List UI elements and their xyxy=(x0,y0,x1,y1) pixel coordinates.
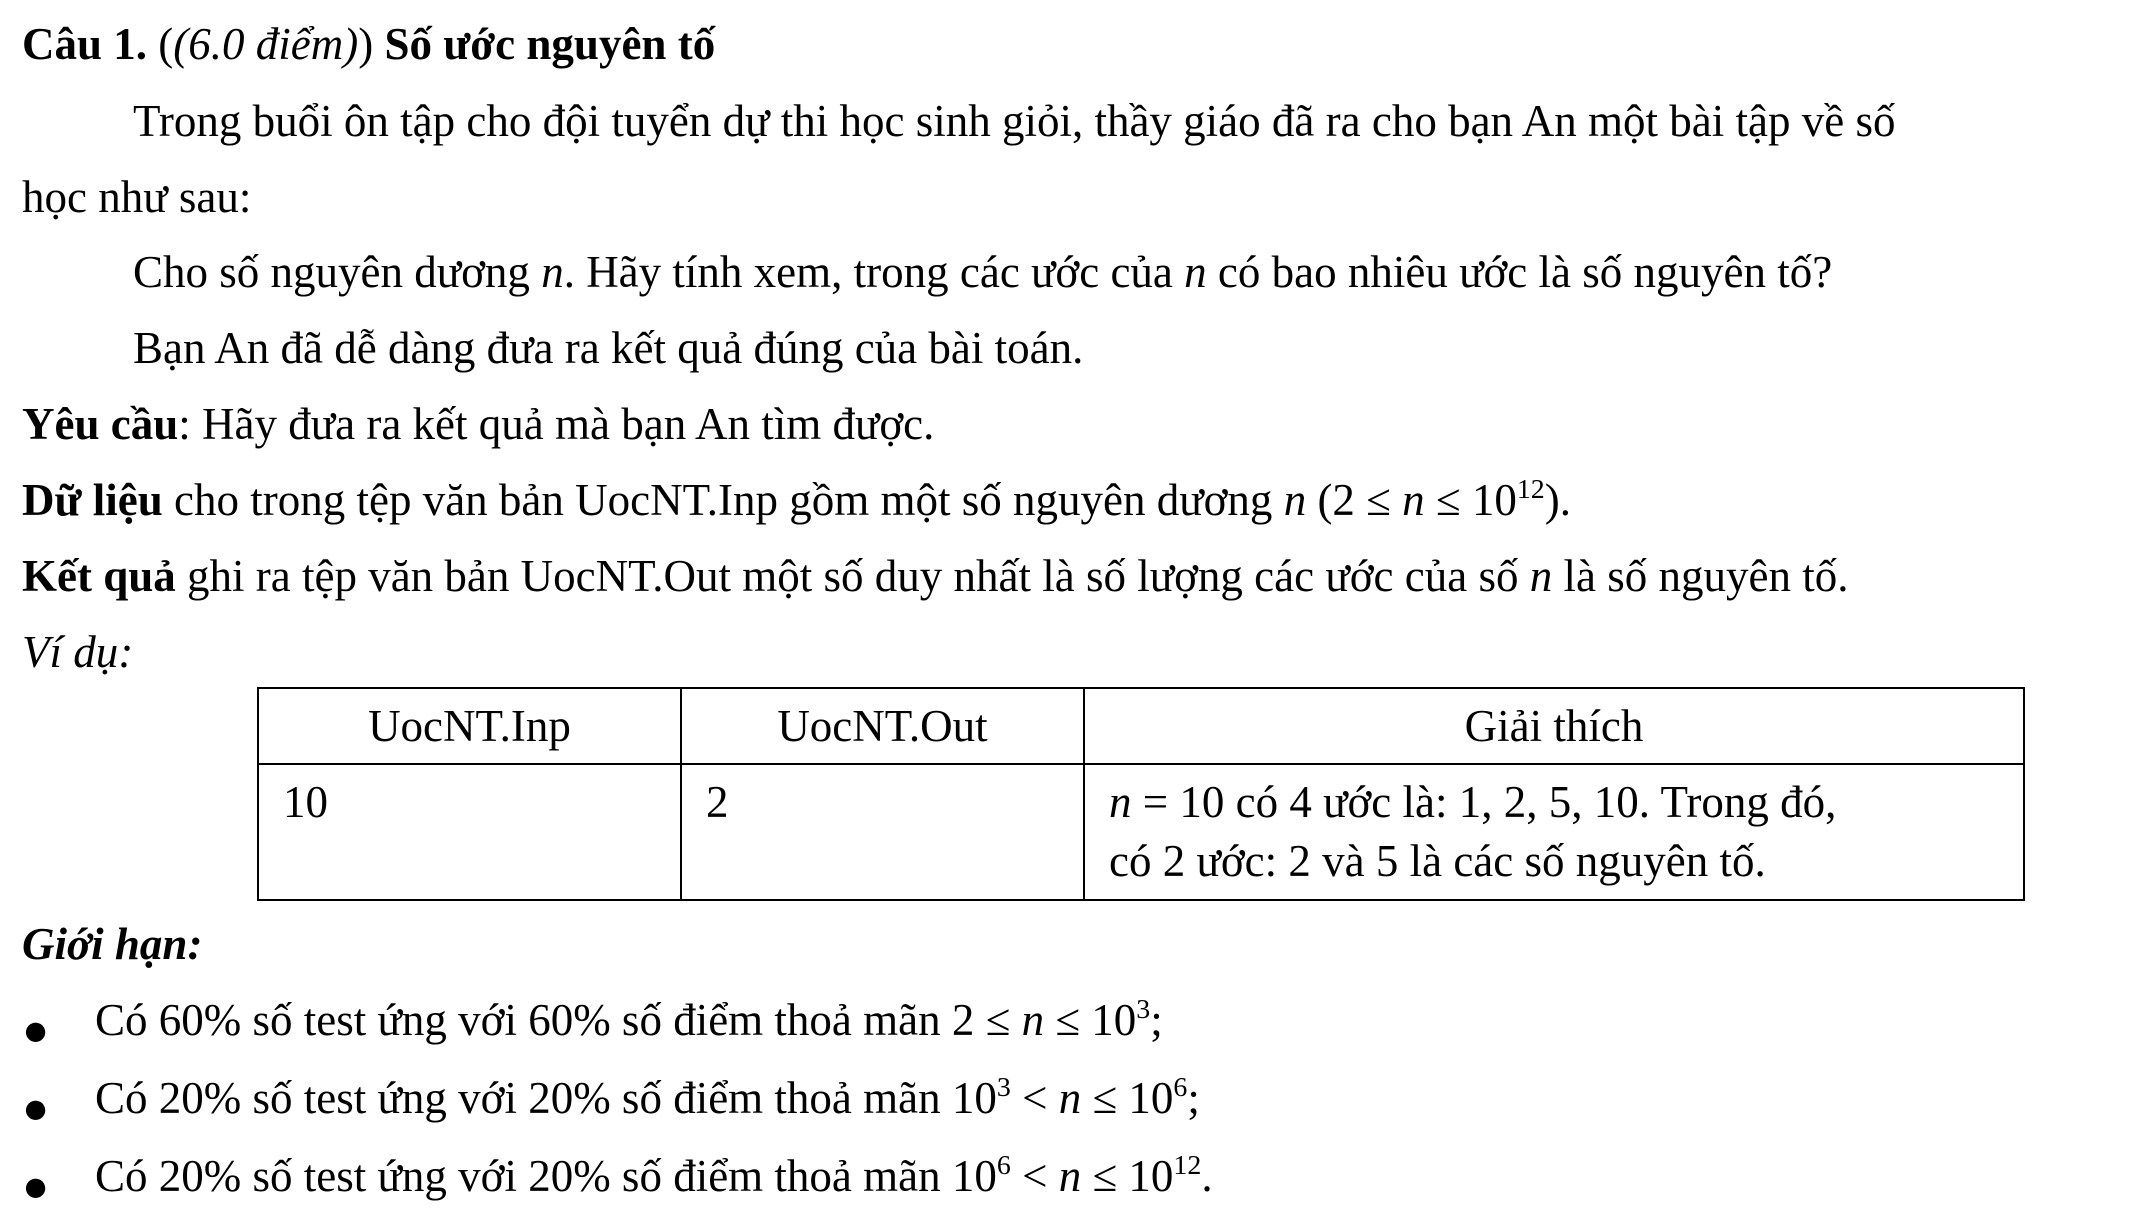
problem-text-2: . Hãy tính xem, trong các ước của xyxy=(563,247,1185,297)
limit-item-1 xyxy=(95,993,1163,1045)
table-row xyxy=(258,764,2024,900)
table-header-row xyxy=(258,688,2024,764)
input-text: cho trong tệp văn bản UocNT.Inp gồm một số nguyên dương xyxy=(162,475,1284,525)
problem-score: ((6.0 điểm)) xyxy=(158,19,374,69)
problem-statement xyxy=(133,247,1833,297)
output-text-2: là số nguyên tố. xyxy=(1552,551,1849,601)
bullet-icon: ● xyxy=(22,1161,50,1211)
input-line xyxy=(22,473,1571,525)
var-n: n xyxy=(1021,995,1045,1045)
problem-text-3: có bao nhiêu ước là số nguyên tố? xyxy=(1206,247,1833,297)
explanation-text-1: 10 có 4 ước là: 1, 2, 5, 10. Trong đó, xyxy=(1179,777,1837,827)
limit-text: < xyxy=(1010,1073,1059,1123)
request-label: Yêu cầu xyxy=(22,399,179,449)
limits-label-text: Giới hạn: xyxy=(22,919,203,969)
limit-item-2 xyxy=(95,1071,1200,1123)
limit-end: ; xyxy=(1150,995,1163,1045)
intro-line-1: Trong buổi ôn tập cho đội tuyển dự thi học sinh giỏi, thầy giáo đã ra cho bạn An một bài tập về số xyxy=(133,96,1896,146)
header-input: UocNT.Inp xyxy=(258,688,681,764)
limit-exponent: 3 xyxy=(1136,993,1151,1025)
explanation-equals: = xyxy=(1131,777,1180,827)
output-line xyxy=(22,551,1849,601)
limit-exponent: 6 xyxy=(996,1149,1011,1181)
limit-text: ≤ 10 xyxy=(1044,995,1137,1045)
header-explanation: Giải thích xyxy=(1084,688,2024,764)
limits-label xyxy=(22,919,203,969)
example-label-text: Ví dụ: xyxy=(22,627,134,677)
limit-text: Có 20% số test ứng với 20% số điểm thoả mãn 10 xyxy=(95,1151,997,1201)
limit-exponent: 3 xyxy=(996,1071,1011,1103)
input-constraint-3: ). xyxy=(1544,475,1571,525)
cell-explanation xyxy=(1084,764,2024,900)
example-label xyxy=(22,627,134,677)
problem-text-1: Cho số nguyên dương xyxy=(133,247,542,297)
var-n: n xyxy=(1058,1151,1082,1201)
output-text: ghi ra tệp văn bản UocNT.Out một số duy nhất là số lượng các ước của số xyxy=(175,551,1530,601)
limit-text: < xyxy=(1010,1151,1059,1201)
limit-end: ; xyxy=(1187,1073,1200,1123)
limit-exponent: 6 xyxy=(1173,1071,1188,1103)
bullet-icon: ● xyxy=(22,1083,50,1133)
problem-title xyxy=(22,19,716,69)
solved-line: Bạn An đã dễ dàng đưa ra kết quả đúng của bài toán. xyxy=(133,323,1084,373)
request-text: : Hãy đưa ra kết quả mà bạn An tìm được. xyxy=(178,399,935,449)
bullet-icon: ● xyxy=(22,1005,50,1055)
limit-text: ≤ 10 xyxy=(1081,1073,1174,1123)
limit-item-3 xyxy=(95,1149,1213,1201)
limit-text: ≤ 10 xyxy=(1081,1151,1174,1201)
cell-input: 10 xyxy=(258,764,681,900)
intro-line-2: học như sau: xyxy=(22,172,252,222)
input-constraint-1: (2 ≤ xyxy=(1306,475,1403,525)
problem-number: Câu 1. xyxy=(22,19,148,69)
var-n: n xyxy=(1184,247,1207,297)
problem-name: Số ước nguyên tố xyxy=(384,19,716,69)
var-n: n xyxy=(1109,777,1132,827)
var-n: n xyxy=(1402,475,1425,525)
limit-end: . xyxy=(1201,1151,1213,1201)
var-n: n xyxy=(1529,551,1553,601)
example-table xyxy=(257,687,2025,901)
explanation-line-2: có 2 ước: 2 và 5 là các số nguyên tố. xyxy=(1109,835,1766,886)
input-label: Dữ liệu xyxy=(22,475,163,525)
var-n: n xyxy=(541,247,564,297)
limit-exponent: 12 xyxy=(1173,1149,1202,1181)
explanation-line-1 xyxy=(1109,773,2003,832)
problem-score-text: (6.0 điểm) xyxy=(173,19,359,69)
request-line xyxy=(22,399,935,449)
input-exponent: 12 xyxy=(1516,473,1545,505)
output-label: Kết quả xyxy=(22,551,176,601)
var-n: n xyxy=(1283,475,1307,525)
limit-text: Có 60% số test ứng với 60% số điểm thoả mãn 2 ≤ xyxy=(95,995,1022,1045)
var-n: n xyxy=(1058,1073,1082,1123)
header-output: UocNT.Out xyxy=(681,688,1084,764)
input-constraint-2: ≤ 10 xyxy=(1424,475,1517,525)
cell-output: 2 xyxy=(681,764,1084,900)
limit-text: Có 20% số test ứng với 20% số điểm thoả mãn 10 xyxy=(95,1073,997,1123)
